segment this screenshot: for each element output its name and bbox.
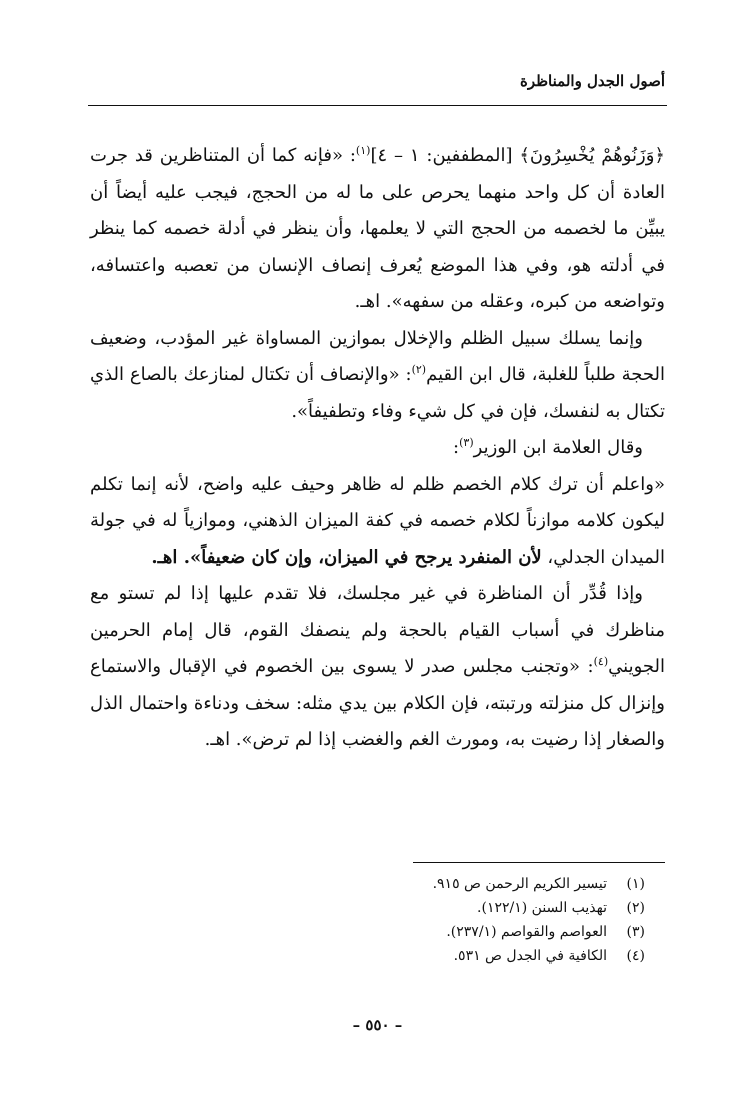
footnote-number: (٢) xyxy=(626,900,645,916)
footnote-ref-4: (٤) xyxy=(593,655,609,668)
paragraph-5 xyxy=(90,576,665,759)
quran-citation: ﴿وَزَنُوهُمْ يُخْسِرُونَ﴾ [المطففين: ١ – ٤] xyxy=(370,145,665,166)
footnote xyxy=(285,896,645,920)
footnote-rule xyxy=(413,862,665,863)
paragraph-4 xyxy=(90,467,665,577)
footnote-text: تيسير الكريم الرحمن ص ٩١٥. xyxy=(432,876,607,892)
footnote xyxy=(285,920,645,944)
paragraph-4-text-c: . اهـ. xyxy=(151,546,190,568)
page-number: – ٥٥٠ – xyxy=(352,1016,403,1034)
footnote-text: العواصم والقواصم (٢٣٧/١). xyxy=(446,924,607,940)
paragraph-2-text-b: : «والإنصاف أن تكتال لمنازعك بالصاع الذي تكتال به لنفسك، فإن في كل شيء وفاء وتطفيفاً». xyxy=(90,364,665,422)
header-rule xyxy=(88,105,667,106)
running-title: أصول الجدل والمناظرة xyxy=(519,72,665,90)
page-body xyxy=(90,138,665,759)
paragraph-1-text: : «فإنه كما أن المتناظرين قد جرت العادة أن كل واحد منهما يحرص على ما له من الحجج، فيجب عليه أيضاً أن يبيِّن ما لخصمه من الحجج التي لا يعلمها، وأن ينظر في أدلة خصمه كما ينظر في أدلته هو، وفي هذا الموضع يُعرف إنصاف الإنسان من تعصبه واعتسافه، وتواضعه من كبره، وعقله من سفهه». اهـ. xyxy=(90,145,665,312)
footnote-ref-2: (٢) xyxy=(411,363,427,376)
footnote-number: (١) xyxy=(626,876,645,892)
footnote-ref-3: (٣) xyxy=(459,436,474,449)
paragraph-3-text-b: : xyxy=(453,437,460,458)
paragraph-2 xyxy=(90,321,665,431)
footnote-ref-1: (١) xyxy=(355,144,371,157)
footnote xyxy=(285,944,645,968)
paragraph-2-text-a: وإنما يسلك سبيل الظلم والإخلال بموازين المساواة غير المؤدب، وضعيف الحجة طلباً للغلبة، قال ابن القيم xyxy=(90,327,665,385)
paragraph-5-text-b: : «وتجنب مجلس صدر لا يسوى بين الخصوم في الإقبال والاستماع وإنزال كل منزلته ورتبته، فإن الكلام بين يدي مثله: سخف ودناءة واحتمال الذل والصغار إذا رضيت به، ومورث الغم والغضب إذا لم ترض». اهـ. xyxy=(90,656,665,750)
paragraph-3 xyxy=(90,430,665,467)
paragraph-4-text-a: «واعلم أن ترك كلام الخصم ظلم له ظاهر وحيف عليه واضح، لأنه إنما تكلم ليكون كلامه موازناً لكلام خصمه في كفة الميزان الذهني، وموازياً له في جولة الميدان الجدلي، xyxy=(90,473,665,568)
footnote xyxy=(285,872,645,896)
footnote-text: تهذيب السنن (١٢٢/١). xyxy=(477,900,607,916)
footnote-number: (٣) xyxy=(626,924,645,940)
paragraph-5-text-a: وإذا قُدِّر أن المناظرة في غير مجلسك، فلا تقدم عليها إذا لم تستو مع مناظرك في أسباب القيام بالحجة ولم ينصفك القوم، قال إمام الحرمين الجويني xyxy=(90,583,665,677)
footnote-text: الكافية في الجدل ص ٥٣١. xyxy=(453,948,607,964)
paragraph-4-bold: لأن المنفرد يرجح في الميزان، وإن كان ضعيفاً» xyxy=(189,546,542,568)
paragraph-3-text-a: وقال العلامة ابن الوزير xyxy=(473,437,643,458)
paragraph-1 xyxy=(90,138,665,321)
footnotes xyxy=(285,872,645,968)
footnote-number: (٤) xyxy=(626,948,645,964)
